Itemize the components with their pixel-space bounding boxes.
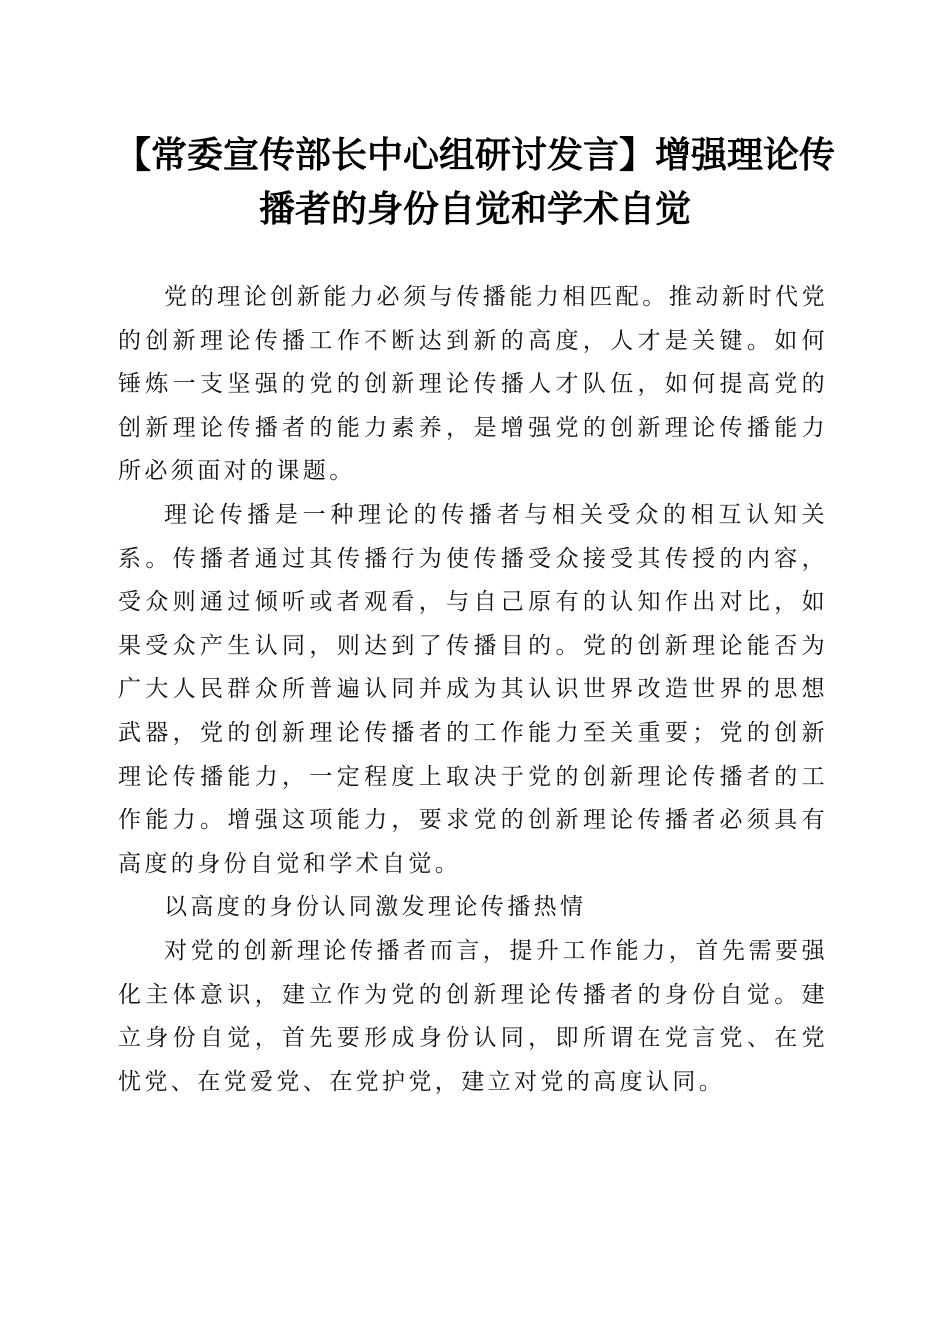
section-heading: 以高度的身份认同激发理论传播热情 <box>164 894 587 921</box>
title-line-2: 播者的身份自觉和学术自觉 <box>258 188 691 230</box>
paragraph-theory-communication: 理论传播是一种理论的传播者与相关受众的相互认知关系。传播者通过其传播行为使传播受众接受其传授的内容，受众则通过倾听或者观看，与自己原有的认知作出对比，如果受众产生认同，则达到了传播目的。党的创新理论能否为广大人民群众所普遍认同并成为其认识世界改造世界的思想武器，党的创新理论传播者的工作能力至关重要；党的创新理论传播能力，一定程度上取决于党的创新理论传播者的工作能力。增强这项能力，要求党的创新理论传播者必须具有高度的身份自觉和学术自觉。 <box>118 501 828 877</box>
title-line-1: 【常委宣传部长中心组研讨发言】增强理论传 <box>114 134 835 176</box>
paragraph-intro: 党的理论创新能力必须与传播能力相匹配。推动新时代党的创新理论传播工作不断达到新的高度，人才是关键。如何锤炼一支坚强的党的创新理论传播人才队伍，如何提高党的创新理论传播者的能力素养，是增强党的创新理论传播能力所必须面对的课题。 <box>118 284 828 485</box>
document-body <box>118 276 828 1104</box>
paragraph-identity: 对党的创新理论传播者而言，提升工作能力，首先需要强化主体意识，建立作为党的创新理论传播者的身份自觉。建立身份自觉，首先要形成身份认同，即所谓在党言党、在党忧党、在党爱党、在党护党，建立对党的高度认同。 <box>118 937 828 1095</box>
document-title <box>110 128 840 236</box>
